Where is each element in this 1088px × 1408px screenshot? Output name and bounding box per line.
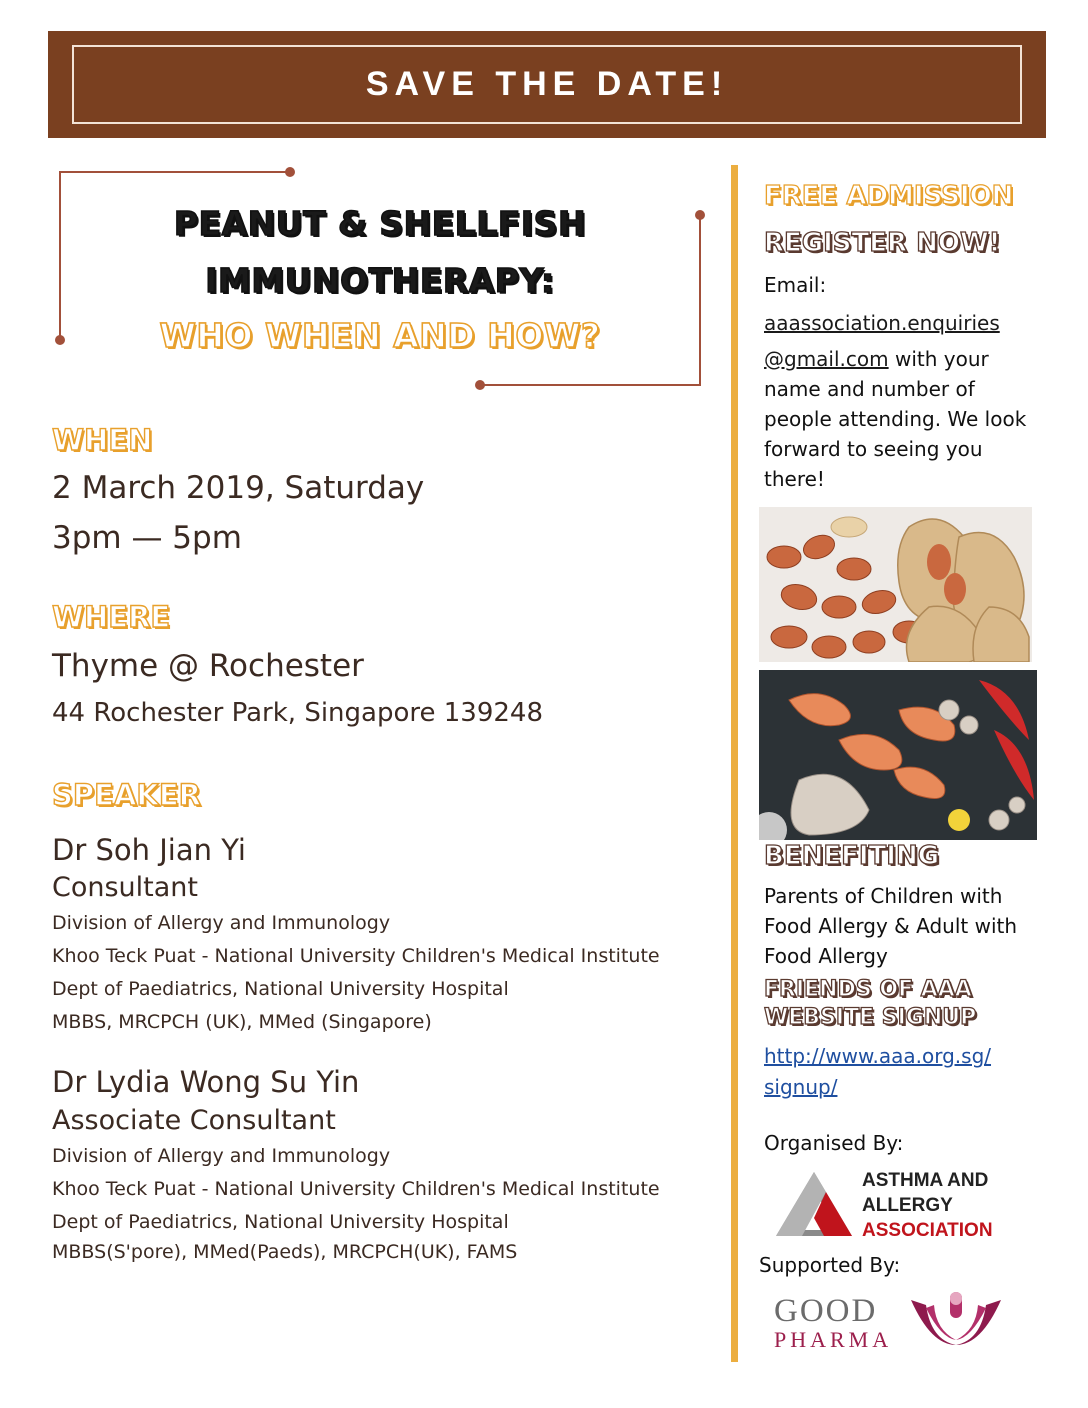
speaker-heading: SPEAKER [52, 778, 202, 812]
aaa-logo-text [862, 1168, 993, 1243]
supported-by-label: Supported By: [759, 1253, 901, 1277]
email-after-text: with your [888, 347, 989, 371]
good-pharma-logo [774, 1295, 892, 1353]
banner-title: SAVE THE DATE! [365, 65, 729, 103]
column-divider [731, 165, 738, 1362]
speaker-1-line-1: Division of Allergy and Immunology [52, 912, 391, 934]
email-link-text1[interactable]: aaassociation.enquiries [764, 311, 1000, 335]
event-title-line3: WHO WHEN AND HOW? [159, 316, 601, 355]
when-heading: WHEN [52, 423, 153, 457]
speaker-1-line-4: MBBS, MRCPCH (UK), MMed (Singapore) [52, 1011, 432, 1033]
speaker-2-role: Associate Consultant [52, 1105, 336, 1136]
signup-link-text1[interactable]: http://www.aaa.org.sg/ [764, 1044, 992, 1068]
event-time: 3pm — 5pm [52, 520, 242, 556]
aaa-text-line2: ALLERGY [862, 1195, 953, 1216]
register-paragraph [764, 344, 1044, 494]
aaa-logo-icon [774, 1170, 854, 1240]
peanut-photo [759, 507, 1032, 662]
speaker-2-name: Dr Lydia Wong Su Yin [52, 1065, 360, 1099]
venue-name: Thyme @ Rochester [52, 648, 364, 684]
hands-capsule-icon [906, 1288, 1006, 1348]
email-link-text2[interactable]: @gmail.com [764, 347, 889, 371]
email-label: Email: [764, 273, 827, 297]
aaa-text-line3: ASSOCIATION [862, 1220, 993, 1241]
speaker-2-line-3: Dept of Paediatrics, National University Hospital [52, 1211, 509, 1233]
speaker-1-line-2: Khoo Teck Puat - National University Children's Medical Institute [52, 945, 660, 967]
event-title-line1: PEANUT & SHELLFISH [173, 204, 587, 243]
speaker-2-line-4: MBBS(S'pore), MMed(Paeds), MRCPCH(UK), FAMS [52, 1241, 518, 1263]
signup-link-text2[interactable]: signup/ [764, 1075, 838, 1099]
organised-by-label: Organised By: [764, 1131, 904, 1155]
benefiting-text: Parents of Children with Food Allergy & Adult with Food Allergy [764, 884, 1018, 968]
speaker-1-name: Dr Soh Jian Yi [52, 833, 246, 867]
friends-heading-line2: WEBSITE SIGNUP [764, 1005, 977, 1030]
signup-url-line1[interactable] [764, 1041, 991, 1071]
venue-address: 44 Rochester Park, Singapore 139248 [52, 698, 544, 728]
register-instructions: name and number of people attending. We look forward to seeing you there! [764, 377, 1027, 491]
friends-heading-line1: FRIENDS OF AAA [764, 977, 972, 1002]
email-link-part1[interactable] [764, 308, 1000, 338]
free-admission-heading: FREE ADMISSION [764, 181, 1014, 211]
speaker-1-line-3: Dept of Paediatrics, National University Hospital [52, 978, 509, 1000]
register-heading: REGISTER NOW! [764, 228, 1001, 258]
header-banner [48, 31, 1046, 138]
speaker-2-line-1: Division of Allergy and Immunology [52, 1145, 391, 1167]
signup-url-line2[interactable] [764, 1072, 837, 1102]
good-pharma-line1: GOOD [774, 1293, 878, 1329]
speaker-1-role: Consultant [52, 872, 198, 903]
aaa-text-line1: ASTHMA AND [862, 1170, 989, 1191]
banner-frame [72, 45, 1022, 124]
shellfish-photo [759, 670, 1037, 840]
good-pharma-line2: PHARMA [774, 1327, 893, 1352]
speaker-2-line-2: Khoo Teck Puat - National University Children's Medical Institute [52, 1178, 660, 1200]
benefiting-heading: BENEFITING [764, 841, 940, 871]
where-heading: WHERE [52, 600, 171, 634]
event-title-line2: IMMUNOTHERAPY: [205, 261, 555, 300]
event-date: 2 March 2019, Saturday [52, 470, 425, 506]
